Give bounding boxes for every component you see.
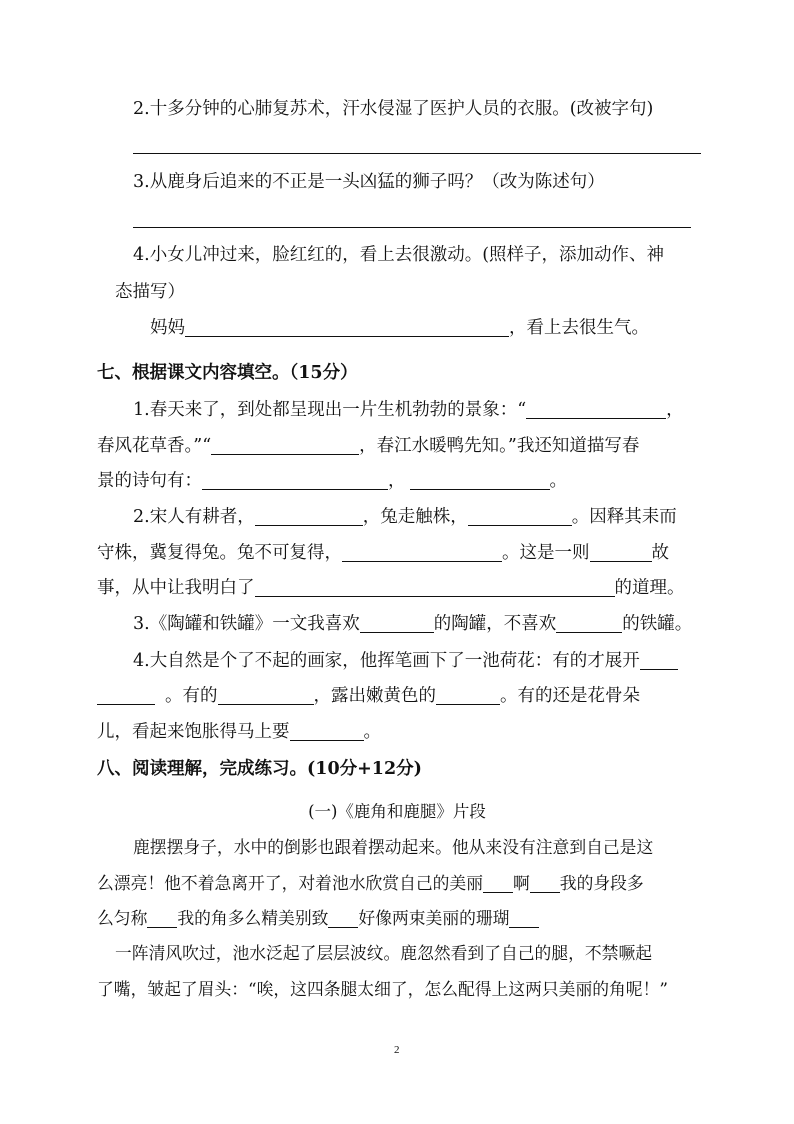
q6-item2-answer-line[interactable] xyxy=(133,153,701,154)
q7-i2-text-a: 2.宋人有耕者， xyxy=(133,507,255,527)
q7-i2-blank4[interactable] xyxy=(590,543,652,562)
q6-item4-suffix: ，看上去很生气。 xyxy=(509,318,649,338)
passage-p1-text-c: 我的身段多 xyxy=(559,873,644,893)
q7-i2-text-f: 故 xyxy=(651,543,669,563)
q7-i2-blank3[interactable] xyxy=(342,543,502,562)
q7-i1-blank3[interactable] xyxy=(202,471,388,490)
q7-i1-text-d: ，春江水暖鸭先知。”我还知道描写春 xyxy=(359,436,640,456)
q7-i4-text-a: 4.大自然是个了不起的画家，他挥笔画下了一池荷花：有的才展开 xyxy=(133,651,640,671)
q6-item4-answer xyxy=(150,316,649,340)
q7-i4-blank2[interactable] xyxy=(97,686,155,705)
q7-i1-text-c: 春风花草香。”“ xyxy=(97,436,212,456)
passage-p1-line3 xyxy=(97,906,539,930)
q7-i3-blank1[interactable] xyxy=(360,614,434,633)
q7-i2-text-b: ，兔走触株， xyxy=(362,507,468,527)
passage-p1-line2 xyxy=(97,871,644,895)
q6-item4-line1: 4.小女儿冲过来，脸红红的，看上去很激动。(照样子，添加动作、神 xyxy=(133,245,665,265)
q7-i4-line3 xyxy=(97,720,381,744)
passage-blank4[interactable] xyxy=(328,909,358,928)
q7-i3-blank2[interactable] xyxy=(556,614,622,633)
q7-i4-blank1[interactable] xyxy=(640,651,678,670)
passage-blank5[interactable] xyxy=(509,909,539,928)
q7-i2-text-d: 守株，冀复得兔。兔不可复得， xyxy=(97,543,342,563)
q7-i2-line3 xyxy=(97,576,685,600)
q7-i4-text-e: 儿，看起来饱胀得马上要 xyxy=(97,722,290,742)
passage-p2-line2: 了嘴，皱起了眉头：“唉，这四条腿太细了，怎么配得上这两只美丽的角呢！” xyxy=(97,979,668,999)
q7-i1-text-a: 1.春天来了，到处都呈现出一片生机勃勃的景象：“ xyxy=(133,400,527,420)
passage-title: (一)《鹿角和鹿腿》片段 xyxy=(308,802,486,821)
q7-i1-line3 xyxy=(97,469,567,493)
q7-i4-text-f: 。 xyxy=(363,722,381,742)
passage-p1-text-e: 我的角多么精美别致 xyxy=(177,908,329,928)
q7-i1-text-b: ， xyxy=(666,400,684,420)
q7-i4-text-d: 。有的还是花骨朵 xyxy=(500,686,640,706)
q6-item3-answer-line[interactable] xyxy=(133,227,691,228)
q7-i3 xyxy=(133,612,692,636)
q7-i2-blank1[interactable] xyxy=(255,507,363,526)
q7-i1-line1 xyxy=(133,398,684,422)
q7-i4-blank5[interactable] xyxy=(290,722,364,741)
q7-i2-blank2[interactable] xyxy=(468,507,572,526)
q7-i3-text-b: 的陶罐，不喜欢 xyxy=(433,614,557,634)
passage-blank2[interactable] xyxy=(530,874,560,893)
passage-p1-text-f: 好像两束美丽的珊瑚 xyxy=(358,908,510,928)
passage-p1-text-d: 么匀称 xyxy=(97,908,148,928)
q7-i4-text-c: ，露出嫩黄色的 xyxy=(313,686,436,706)
q7-heading: 七、根据课文内容填空。（15分） xyxy=(97,363,358,383)
q7-i2-text-c: 。因释其耒而 xyxy=(571,507,677,527)
passage-p1-text-a: 么漂亮！他不着急离开了，对着池水欣赏自己的美丽 xyxy=(97,873,483,893)
q7-i4-blank3[interactable] xyxy=(218,686,314,705)
q6-item2: 2.十多分钟的心肺复苏术，汗水侵湿了医护人员的衣服。(改被字句) xyxy=(133,99,654,119)
q7-i4-text-b: 。有的 xyxy=(165,686,218,706)
q7-i3-text-c: 的铁罐。 xyxy=(622,614,693,634)
q6-item4-prefix: 妈妈 xyxy=(150,318,185,338)
q7-i2-line2 xyxy=(97,541,669,565)
q7-i1-text-e: 景的诗句有： xyxy=(97,471,202,491)
q6-item3: 3.从鹿身后追来的不正是一头凶猛的狮子吗？（改为陈述句） xyxy=(133,172,605,192)
q7-i2-line1 xyxy=(133,505,677,529)
q7-i1-line2 xyxy=(97,434,639,458)
q6-item4-line2: 态描写） xyxy=(115,282,185,302)
q7-i2-text-e: 。这是一则 xyxy=(502,543,590,563)
q6-item4-blank[interactable] xyxy=(185,318,509,337)
q7-i1-text-g: 。 xyxy=(549,471,567,491)
passage-p2-line1: 一阵清风吹过，池水泛起了层层波纹。鹿忽然看到了自己的腿，不禁噘起 xyxy=(115,943,653,963)
q7-i4-blank4[interactable] xyxy=(436,686,500,705)
q7-i1-text-f: ， xyxy=(388,471,406,491)
passage-p1-line1: 鹿摆摆身子，水中的倒影也跟着摆动起来。他从来没有注意到自己是这 xyxy=(133,837,654,857)
q7-i2-blank5[interactable] xyxy=(255,578,615,597)
passage-blank1[interactable] xyxy=(483,874,513,893)
q7-i3-text-a: 3.《陶罐和铁罐》一文我喜欢 xyxy=(133,614,360,634)
passage-p1-text-b: 啊 xyxy=(512,873,530,893)
q7-i1-blank2[interactable] xyxy=(211,436,359,455)
page-number: 2 xyxy=(394,1044,400,1056)
passage-blank3[interactable] xyxy=(147,909,177,928)
q7-i1-blank1[interactable] xyxy=(526,400,666,419)
q7-i1-blank4[interactable] xyxy=(410,471,550,490)
q7-i2-text-g: 事，从中让我明白了 xyxy=(97,578,255,598)
q8-heading: 八、阅读理解，完成练习。(10分+12分) xyxy=(97,759,422,779)
q7-i2-text-h: 的道理。 xyxy=(614,578,685,598)
q7-i4-line2 xyxy=(97,684,640,708)
q7-i4-line1 xyxy=(133,649,678,673)
